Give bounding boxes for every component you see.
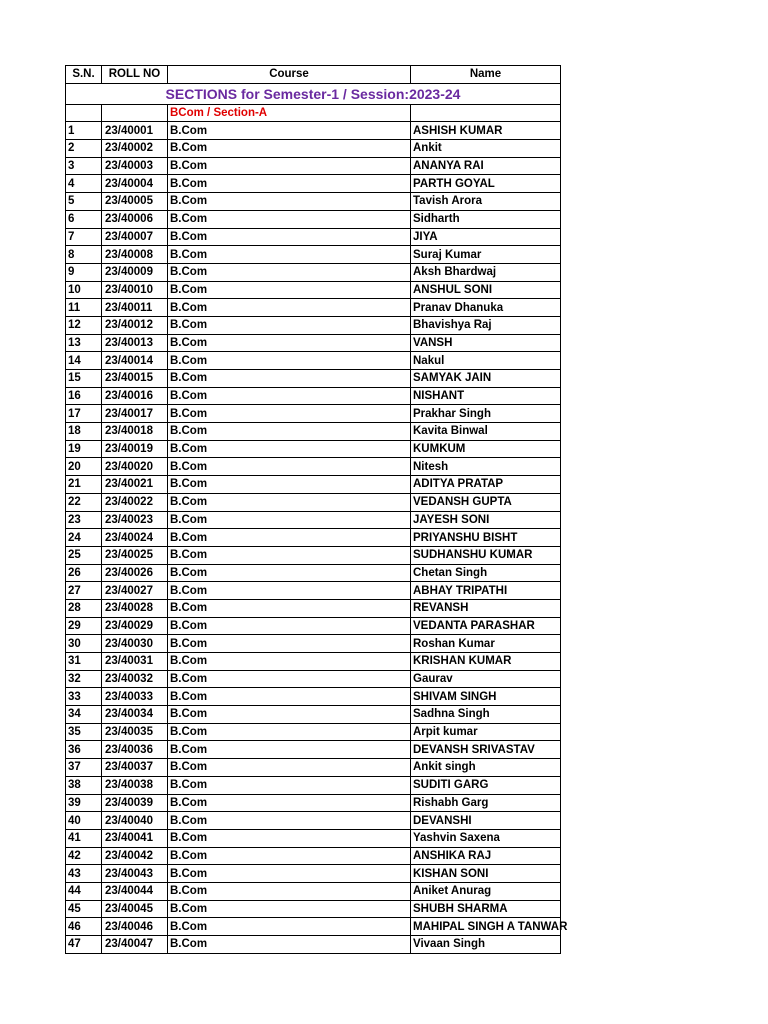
table-row bbox=[66, 617, 561, 635]
table-row bbox=[66, 688, 561, 706]
table-row bbox=[66, 865, 561, 883]
header-row bbox=[66, 66, 561, 84]
cell-sn: 34 bbox=[66, 706, 102, 724]
cell-sn: 42 bbox=[66, 847, 102, 865]
cell-roll-no: 23/40029 bbox=[102, 617, 168, 635]
cell-name: SHIVAM SINGH bbox=[411, 688, 561, 706]
cell-sn: 36 bbox=[66, 741, 102, 759]
cell-sn: 1 bbox=[66, 122, 102, 140]
cell-course: B.Com bbox=[168, 458, 411, 476]
cell-name: Nitesh bbox=[411, 458, 561, 476]
cell-roll-no: 23/40038 bbox=[102, 776, 168, 794]
cell-roll-no: 23/40046 bbox=[102, 918, 168, 936]
sheet-title: SECTIONS for Semester-1 / Session:2023-24 bbox=[66, 83, 561, 104]
header-sn: S.N. bbox=[66, 66, 102, 84]
cell-roll-no: 23/40004 bbox=[102, 175, 168, 193]
cell-roll-no: 23/40011 bbox=[102, 299, 168, 317]
cell-sn: 15 bbox=[66, 370, 102, 388]
cell-name: Pranav Dhanuka bbox=[411, 299, 561, 317]
cell-course: B.Com bbox=[168, 405, 411, 423]
cell-roll-no: 23/40031 bbox=[102, 653, 168, 671]
cell-course: B.Com bbox=[168, 387, 411, 405]
cell-roll-no: 23/40007 bbox=[102, 228, 168, 246]
cell-sn: 2 bbox=[66, 140, 102, 158]
table-row bbox=[66, 582, 561, 600]
table-row bbox=[66, 706, 561, 724]
cell-sn: 22 bbox=[66, 493, 102, 511]
cell-name: Suraj Kumar bbox=[411, 246, 561, 264]
cell-name: Chetan Singh bbox=[411, 564, 561, 582]
cell-course: B.Com bbox=[168, 440, 411, 458]
cell-name: Aniket Anurag bbox=[411, 882, 561, 900]
cell-name: KRISHAN KUMAR bbox=[411, 653, 561, 671]
cell-name: VEDANTA PARASHAR bbox=[411, 617, 561, 635]
cell-name: Sadhna Singh bbox=[411, 706, 561, 724]
cell-roll-no: 23/40024 bbox=[102, 529, 168, 547]
cell-sn: 24 bbox=[66, 529, 102, 547]
table-row bbox=[66, 759, 561, 777]
cell-name: Gaurav bbox=[411, 670, 561, 688]
table-row bbox=[66, 776, 561, 794]
cell-course: B.Com bbox=[168, 564, 411, 582]
cell-roll-no: 23/40019 bbox=[102, 440, 168, 458]
cell-sn: 28 bbox=[66, 599, 102, 617]
cell-name: Nakul bbox=[411, 352, 561, 370]
cell-roll-no: 23/40020 bbox=[102, 458, 168, 476]
table-row bbox=[66, 175, 561, 193]
cell-name: ASHISH KUMAR bbox=[411, 122, 561, 140]
cell-name: Roshan Kumar bbox=[411, 635, 561, 653]
table-row bbox=[66, 263, 561, 281]
cell-name: Ankit singh bbox=[411, 759, 561, 777]
section-empty-cell bbox=[66, 104, 102, 122]
cell-name: Sidharth bbox=[411, 210, 561, 228]
cell-sn: 43 bbox=[66, 865, 102, 883]
table-row bbox=[66, 653, 561, 671]
table-row bbox=[66, 440, 561, 458]
cell-name: Yashvin Saxena bbox=[411, 829, 561, 847]
cell-name: VEDANSH GUPTA bbox=[411, 493, 561, 511]
cell-name: ANANYA RAI bbox=[411, 157, 561, 175]
cell-roll-no: 23/40002 bbox=[102, 140, 168, 158]
cell-course: B.Com bbox=[168, 140, 411, 158]
cell-name: VANSH bbox=[411, 334, 561, 352]
table-row bbox=[66, 812, 561, 830]
cell-sn: 13 bbox=[66, 334, 102, 352]
cell-roll-no: 23/40008 bbox=[102, 246, 168, 264]
cell-sn: 38 bbox=[66, 776, 102, 794]
cell-sn: 30 bbox=[66, 635, 102, 653]
cell-name: PRIYANSHU BISHT bbox=[411, 529, 561, 547]
table-row bbox=[66, 122, 561, 140]
cell-roll-no: 23/40017 bbox=[102, 405, 168, 423]
cell-sn: 46 bbox=[66, 918, 102, 936]
cell-roll-no: 23/40022 bbox=[102, 493, 168, 511]
cell-roll-no: 23/40045 bbox=[102, 900, 168, 918]
cell-sn: 7 bbox=[66, 228, 102, 246]
cell-name: DEVANSHI bbox=[411, 812, 561, 830]
table-row bbox=[66, 794, 561, 812]
cell-name: ABHAY TRIPATHI bbox=[411, 582, 561, 600]
cell-course: B.Com bbox=[168, 776, 411, 794]
table-row bbox=[66, 405, 561, 423]
cell-course: B.Com bbox=[168, 476, 411, 494]
cell-sn: 9 bbox=[66, 263, 102, 281]
cell-course: B.Com bbox=[168, 670, 411, 688]
cell-roll-no: 23/40035 bbox=[102, 723, 168, 741]
table-row bbox=[66, 829, 561, 847]
cell-course: B.Com bbox=[168, 882, 411, 900]
cell-sn: 33 bbox=[66, 688, 102, 706]
cell-roll-no: 23/40023 bbox=[102, 511, 168, 529]
cell-sn: 19 bbox=[66, 440, 102, 458]
cell-roll-no: 23/40010 bbox=[102, 281, 168, 299]
student-table bbox=[65, 65, 568, 954]
cell-course: B.Com bbox=[168, 812, 411, 830]
cell-name: Vivaan Singh bbox=[411, 936, 561, 954]
cell-name: SUDITI GARG bbox=[411, 776, 561, 794]
table-row bbox=[66, 635, 561, 653]
cell-roll-no: 23/40037 bbox=[102, 759, 168, 777]
cell-roll-no: 23/40047 bbox=[102, 936, 168, 954]
cell-sn: 5 bbox=[66, 193, 102, 211]
table-row bbox=[66, 847, 561, 865]
cell-course: B.Com bbox=[168, 653, 411, 671]
cell-name: KUMKUM bbox=[411, 440, 561, 458]
cell-course: B.Com bbox=[168, 688, 411, 706]
cell-roll-no: 23/40034 bbox=[102, 706, 168, 724]
student-table-body bbox=[66, 66, 568, 954]
cell-course: B.Com bbox=[168, 918, 411, 936]
header-name: Name bbox=[411, 66, 561, 84]
cell-course: B.Com bbox=[168, 617, 411, 635]
cell-course: B.Com bbox=[168, 829, 411, 847]
cell-roll-no: 23/40042 bbox=[102, 847, 168, 865]
cell-course: B.Com bbox=[168, 582, 411, 600]
cell-roll-no: 23/40032 bbox=[102, 670, 168, 688]
cell-roll-no: 23/40013 bbox=[102, 334, 168, 352]
cell-course: B.Com bbox=[168, 263, 411, 281]
table-row bbox=[66, 210, 561, 228]
section-label: BCom / Section-A bbox=[168, 104, 411, 122]
cell-name: SHUBH SHARMA bbox=[411, 900, 561, 918]
cell-sn: 6 bbox=[66, 210, 102, 228]
table-row bbox=[66, 723, 561, 741]
cell-name: Kavita Binwal bbox=[411, 423, 561, 441]
title-row bbox=[66, 83, 561, 104]
cell-course: B.Com bbox=[168, 936, 411, 954]
cell-sn: 40 bbox=[66, 812, 102, 830]
cell-name: Arpit kumar bbox=[411, 723, 561, 741]
cell-roll-no: 23/40041 bbox=[102, 829, 168, 847]
table-row bbox=[66, 458, 561, 476]
header-course: Course bbox=[168, 66, 411, 84]
table-row bbox=[66, 529, 561, 547]
cell-roll-no: 23/40028 bbox=[102, 599, 168, 617]
cell-sn: 14 bbox=[66, 352, 102, 370]
cell-sn: 10 bbox=[66, 281, 102, 299]
table-row bbox=[66, 936, 561, 954]
student-section-sheet bbox=[65, 65, 568, 954]
cell-roll-no: 23/40014 bbox=[102, 352, 168, 370]
cell-roll-no: 23/40001 bbox=[102, 122, 168, 140]
cell-name: PARTH GOYAL bbox=[411, 175, 561, 193]
cell-roll-no: 23/40018 bbox=[102, 423, 168, 441]
cell-sn: 45 bbox=[66, 900, 102, 918]
table-row bbox=[66, 546, 561, 564]
cell-course: B.Com bbox=[168, 423, 411, 441]
cell-course: B.Com bbox=[168, 352, 411, 370]
cell-roll-no: 23/40044 bbox=[102, 882, 168, 900]
table-row bbox=[66, 316, 561, 334]
cell-roll-no: 23/40040 bbox=[102, 812, 168, 830]
cell-roll-no: 23/40006 bbox=[102, 210, 168, 228]
table-row bbox=[66, 918, 561, 936]
table-row bbox=[66, 670, 561, 688]
table-row bbox=[66, 423, 561, 441]
header-roll-no: ROLL NO bbox=[102, 66, 168, 84]
cell-course: B.Com bbox=[168, 157, 411, 175]
cell-name: JIYA bbox=[411, 228, 561, 246]
cell-name: SAMYAK JAIN bbox=[411, 370, 561, 388]
table-row bbox=[66, 140, 561, 158]
cell-name: MAHIPAL SINGH A TANWAR bbox=[411, 918, 561, 936]
table-row bbox=[66, 564, 561, 582]
cell-roll-no: 23/40012 bbox=[102, 316, 168, 334]
cell-course: B.Com bbox=[168, 175, 411, 193]
cell-sn: 23 bbox=[66, 511, 102, 529]
cell-sn: 12 bbox=[66, 316, 102, 334]
cell-roll-no: 23/40003 bbox=[102, 157, 168, 175]
cell-sn: 37 bbox=[66, 759, 102, 777]
cell-name: KISHAN SONI bbox=[411, 865, 561, 883]
cell-sn: 8 bbox=[66, 246, 102, 264]
cell-course: B.Com bbox=[168, 635, 411, 653]
cell-sn: 4 bbox=[66, 175, 102, 193]
cell-roll-no: 23/40043 bbox=[102, 865, 168, 883]
cell-course: B.Com bbox=[168, 706, 411, 724]
table-row bbox=[66, 157, 561, 175]
cell-sn: 20 bbox=[66, 458, 102, 476]
cell-sn: 3 bbox=[66, 157, 102, 175]
cell-roll-no: 23/40036 bbox=[102, 741, 168, 759]
table-row bbox=[66, 476, 561, 494]
table-row bbox=[66, 882, 561, 900]
cell-roll-no: 23/40027 bbox=[102, 582, 168, 600]
cell-roll-no: 23/40026 bbox=[102, 564, 168, 582]
cell-course: B.Com bbox=[168, 511, 411, 529]
cell-sn: 39 bbox=[66, 794, 102, 812]
cell-sn: 29 bbox=[66, 617, 102, 635]
cell-roll-no: 23/40021 bbox=[102, 476, 168, 494]
cell-name: ANSHIKA RAJ bbox=[411, 847, 561, 865]
cell-course: B.Com bbox=[168, 847, 411, 865]
cell-course: B.Com bbox=[168, 122, 411, 140]
cell-course: B.Com bbox=[168, 299, 411, 317]
table-row bbox=[66, 299, 561, 317]
cell-name: REVANSH bbox=[411, 599, 561, 617]
cell-course: B.Com bbox=[168, 794, 411, 812]
cell-course: B.Com bbox=[168, 228, 411, 246]
cell-course: B.Com bbox=[168, 334, 411, 352]
cell-sn: 21 bbox=[66, 476, 102, 494]
cell-sn: 11 bbox=[66, 299, 102, 317]
cell-name: SUDHANSHU KUMAR bbox=[411, 546, 561, 564]
table-row bbox=[66, 741, 561, 759]
cell-course: B.Com bbox=[168, 759, 411, 777]
table-row bbox=[66, 193, 561, 211]
cell-sn: 25 bbox=[66, 546, 102, 564]
cell-sn: 17 bbox=[66, 405, 102, 423]
cell-course: B.Com bbox=[168, 210, 411, 228]
cell-name: Rishabh Garg bbox=[411, 794, 561, 812]
cell-sn: 18 bbox=[66, 423, 102, 441]
cell-course: B.Com bbox=[168, 316, 411, 334]
cell-course: B.Com bbox=[168, 246, 411, 264]
cell-name: JAYESH SONI bbox=[411, 511, 561, 529]
cell-sn: 47 bbox=[66, 936, 102, 954]
section-row bbox=[66, 104, 561, 122]
cell-name: Ankit bbox=[411, 140, 561, 158]
table-row bbox=[66, 246, 561, 264]
cell-roll-no: 23/40005 bbox=[102, 193, 168, 211]
cell-sn: 16 bbox=[66, 387, 102, 405]
cell-roll-no: 23/40016 bbox=[102, 387, 168, 405]
cell-course: B.Com bbox=[168, 546, 411, 564]
section-empty-cell bbox=[411, 104, 561, 122]
table-row bbox=[66, 334, 561, 352]
cell-name: Tavish Arora bbox=[411, 193, 561, 211]
table-row bbox=[66, 493, 561, 511]
cell-course: B.Com bbox=[168, 741, 411, 759]
cell-course: B.Com bbox=[168, 281, 411, 299]
cell-course: B.Com bbox=[168, 599, 411, 617]
cell-roll-no: 23/40033 bbox=[102, 688, 168, 706]
cell-name: ANSHUL SONI bbox=[411, 281, 561, 299]
cell-name: DEVANSH SRIVASTAV bbox=[411, 741, 561, 759]
cell-name: NISHANT bbox=[411, 387, 561, 405]
table-row bbox=[66, 511, 561, 529]
cell-sn: 27 bbox=[66, 582, 102, 600]
cell-roll-no: 23/40009 bbox=[102, 263, 168, 281]
cell-roll-no: 23/40025 bbox=[102, 546, 168, 564]
cell-course: B.Com bbox=[168, 529, 411, 547]
cell-course: B.Com bbox=[168, 900, 411, 918]
table-row bbox=[66, 599, 561, 617]
table-row bbox=[66, 900, 561, 918]
cell-course: B.Com bbox=[168, 493, 411, 511]
cell-roll-no: 23/40015 bbox=[102, 370, 168, 388]
cell-course: B.Com bbox=[168, 193, 411, 211]
cell-name: Prakhar Singh bbox=[411, 405, 561, 423]
cell-sn: 32 bbox=[66, 670, 102, 688]
cell-roll-no: 23/40039 bbox=[102, 794, 168, 812]
cell-roll-no: 23/40030 bbox=[102, 635, 168, 653]
section-empty-cell bbox=[102, 104, 168, 122]
cell-sn: 44 bbox=[66, 882, 102, 900]
cell-name: ADITYA PRATAP bbox=[411, 476, 561, 494]
cell-course: B.Com bbox=[168, 723, 411, 741]
cell-sn: 41 bbox=[66, 829, 102, 847]
table-row bbox=[66, 281, 561, 299]
cell-name: Bhavishya Raj bbox=[411, 316, 561, 334]
table-row bbox=[66, 370, 561, 388]
cell-course: B.Com bbox=[168, 865, 411, 883]
table-row bbox=[66, 228, 561, 246]
cell-sn: 35 bbox=[66, 723, 102, 741]
table-row bbox=[66, 352, 561, 370]
cell-name: Aksh Bhardwaj bbox=[411, 263, 561, 281]
table-row bbox=[66, 387, 561, 405]
cell-sn: 26 bbox=[66, 564, 102, 582]
cell-course: B.Com bbox=[168, 370, 411, 388]
cell-sn: 31 bbox=[66, 653, 102, 671]
